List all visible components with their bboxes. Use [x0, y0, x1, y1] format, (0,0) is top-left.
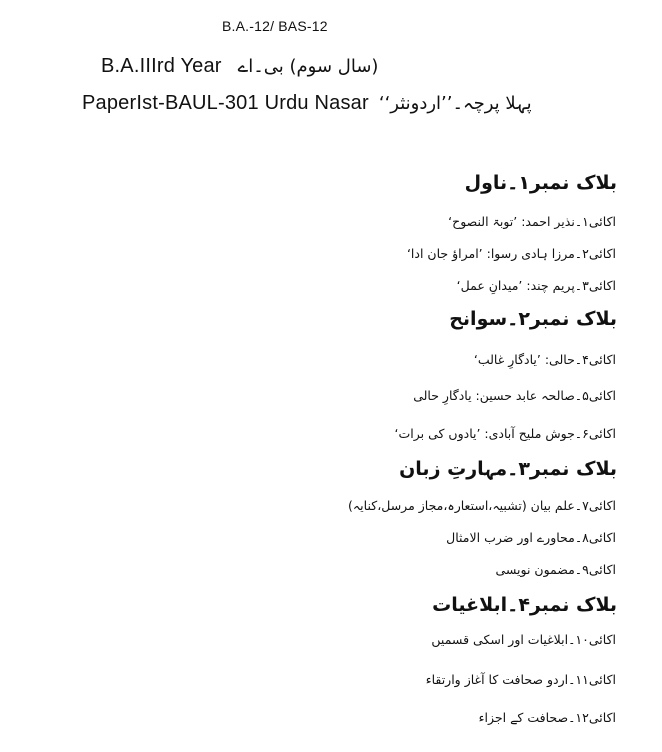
- unit-10: اکائی۱۰۔ابلاغیات اور اسکی قسمیں: [431, 632, 616, 647]
- unit-8: اکائی۸۔محاورے اور ضرب الامثال: [446, 530, 616, 545]
- block-4-title: بلاک نمبر۴۔ابلاغیات: [432, 594, 617, 616]
- unit-3: اکائی۳۔پریم چند: ’میدانِ عمل‘: [456, 278, 616, 293]
- block-1-title: بلاک نمبر۱۔ناول: [464, 172, 617, 194]
- year-urdu: (سال سوم) بی۔اے: [237, 55, 379, 77]
- unit-11: اکائی۱۱۔اردو صحافت کا آغاز وارتقاء: [425, 672, 616, 687]
- unit-2: اکائی۲۔مرزا ہادی رسوا: ’امراؤ جان ادا‘: [406, 246, 616, 261]
- unit-6: اکائی۶۔جوش ملیح آبادی: ’یادوں کی برات‘: [394, 426, 616, 441]
- unit-4: اکائی۴۔حالی: ’یادگارِ غالب‘: [473, 352, 616, 367]
- year-heading: [101, 52, 378, 80]
- unit-5: اکائی۵۔صالحہ عابد حسین: یادگارِ حالی: [413, 388, 616, 403]
- paper-urdu: پہلا پرچہ۔’’اردونثر‘‘: [378, 92, 532, 114]
- block-2-title: بلاک نمبر۲۔سوانح: [449, 308, 617, 330]
- unit-9: اکائی۹۔مضمون نویسی: [495, 562, 616, 577]
- course-code: B.A.-12/ BAS-12: [222, 18, 328, 34]
- unit-12: اکائی۱۲۔صحافت کے اجزاء: [478, 710, 616, 725]
- paper-english: PaperIst-BAUL-301 Urdu Nasar: [82, 91, 369, 114]
- block-3-title: بلاک نمبر۳۔مہارتِ زبان: [399, 458, 617, 480]
- unit-1: اکائی۱۔نذیر احمد: ’توبۃ النصوح‘: [448, 214, 616, 229]
- paper-heading: [82, 88, 532, 118]
- unit-7: اکائی۷۔علم بیان (تشبیہ،استعارہ،مجاز مرسل،کنایہ): [347, 498, 616, 513]
- year-english: B.A.IIIrd Year: [101, 54, 222, 77]
